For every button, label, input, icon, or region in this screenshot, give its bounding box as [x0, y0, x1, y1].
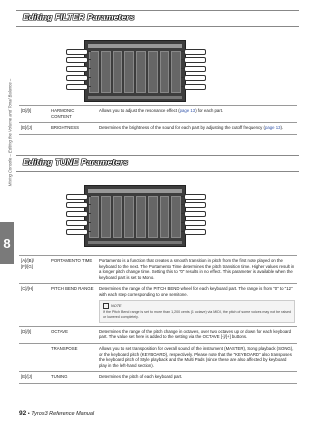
table-row	[19, 123, 297, 135]
table-row	[19, 326, 297, 343]
right-button-g-icon	[184, 202, 206, 208]
right-button-f-icon	[184, 194, 206, 200]
table-row	[19, 106, 297, 123]
param-description-text: Determines the range of the PITCH BEND wheel for each keyboard part. The range is from "0" to "12" with each step corresponding to one semitone.	[99, 286, 293, 297]
tune-screen-figure	[60, 185, 210, 247]
lcd-part-columns	[89, 51, 181, 93]
left-button-e-icon	[66, 84, 88, 90]
left-button-b-icon	[66, 57, 88, 63]
chapter-side-title	[5, 60, 13, 210]
left-button-a-icon	[66, 49, 88, 55]
param-name: TUNING	[49, 372, 97, 384]
param-name: OCTAVE	[49, 326, 97, 343]
filter-section-title: Editing FILTER Parameters	[23, 12, 135, 22]
param-key: [D]/[I]	[19, 106, 49, 123]
param-description: Determines the range of the pitch change in octaves, over two octaves up or down for each keyboard part. The value set here is added to the setting via the OCTAVE [-]/[+] buttons.	[97, 326, 297, 343]
tune-lcd-screen	[84, 185, 186, 247]
tune-section-title: Editing TUNE Parameters	[23, 157, 129, 167]
param-key: [A]/[B]/ [F]/[G]	[19, 256, 49, 284]
note-icon	[103, 303, 109, 309]
filter-parameter-table	[19, 105, 297, 135]
param-description: Portamento is a function that creates a smooth transition in pitch from the first note played on the keyboard to the next. The Portamento Time determines the pitch transition time. Higher values result in a longer pitch change time. Setting this to "0" results in no effect. This parameter is available when the keyboard part is set to Mono.	[97, 256, 297, 284]
left-button-d-icon	[66, 220, 88, 226]
manual-title: Tyros3 Reference Manual	[31, 411, 95, 417]
right-button-i-icon	[184, 220, 206, 226]
right-button-j-icon	[184, 229, 206, 235]
param-description: Allows you to adjust the resonance effect (page 13) for each part.	[97, 106, 297, 123]
note-box	[99, 300, 295, 322]
param-name: HARMONIC CONTENT	[49, 106, 97, 123]
note-label: NOTE	[111, 304, 122, 309]
left-button-e-icon	[66, 229, 88, 235]
param-name: TRANSPOSE	[49, 343, 97, 371]
table-row	[19, 284, 297, 327]
param-key: [E]/[J]	[19, 123, 49, 135]
table-row	[19, 343, 297, 371]
param-description: Determines the pitch of each keyboard part.	[97, 372, 297, 384]
table-row	[19, 256, 297, 284]
lcd-title-bar	[88, 44, 182, 48]
left-button-c-icon	[66, 66, 88, 72]
right-button-j-icon	[184, 84, 206, 90]
lcd-part-columns	[89, 196, 181, 238]
left-button-d-icon	[66, 75, 88, 81]
chapter-tab	[0, 222, 14, 264]
tune-header-rule-top	[16, 155, 299, 156]
page-link[interactable]: page 13	[179, 108, 196, 113]
right-button-h-icon	[184, 66, 206, 72]
param-description: Allows you to set transposition for overall sound of the instrument (MASTER), Song playback (SONG), or the keyboard pitch (KEYBOARD), respectively. Please note that the "KEYBOARD" also transposes the keyboard pitch of Style playback and the Multi Pads (since these are also affected by keyboard play in the left-hand section).	[97, 343, 297, 371]
param-name: PORTAMENTO TIME	[49, 256, 97, 284]
filter-lcd-screen	[84, 40, 186, 102]
chapter-number: 8	[3, 235, 11, 251]
tune-header-rule-bottom	[16, 171, 299, 172]
lcd-tab-bar	[88, 96, 182, 99]
param-key	[19, 343, 49, 371]
param-description: Determines the brightness of the sound for each part by adjusting the cutoff frequency (page 13).	[97, 123, 297, 135]
note-title	[103, 303, 291, 309]
right-button-f-icon	[184, 49, 206, 55]
left-button-b-icon	[66, 202, 88, 208]
filter-screen-figure	[60, 40, 210, 102]
left-button-c-icon	[66, 211, 88, 217]
chapter-side-title-text: Mixing Console – Editing the Volume and Tonal Balance –	[7, 78, 13, 187]
param-name: BRIGHTNESS	[49, 123, 97, 135]
page-number: 92	[19, 410, 27, 417]
param-key: [C]/[H]	[19, 284, 49, 327]
param-name: PITCH BEND RANGE	[49, 284, 97, 327]
note-text: If the Pitch Bend range is set to more than 1,200 cents (1 octave) via MIDI, the pitch of some voices may not be raised or lowered completely.	[103, 310, 291, 320]
right-button-h-icon	[184, 211, 206, 217]
lcd-title-bar	[88, 189, 182, 193]
page-footer	[19, 410, 94, 417]
page-link[interactable]: page 13	[264, 125, 281, 131]
right-button-g-icon	[184, 57, 206, 63]
lcd-tab-bar	[88, 241, 182, 244]
param-key: [D]/[I]	[19, 326, 49, 343]
footer-separator: •	[27, 411, 30, 417]
param-key: [E]/[J]	[19, 372, 49, 384]
filter-header-rule-bottom	[16, 26, 299, 27]
param-description	[97, 284, 297, 327]
tune-parameter-table	[19, 255, 297, 384]
right-button-i-icon	[184, 75, 206, 81]
table-row	[19, 372, 297, 384]
filter-header-rule-top	[16, 10, 299, 11]
left-button-a-icon	[66, 194, 88, 200]
